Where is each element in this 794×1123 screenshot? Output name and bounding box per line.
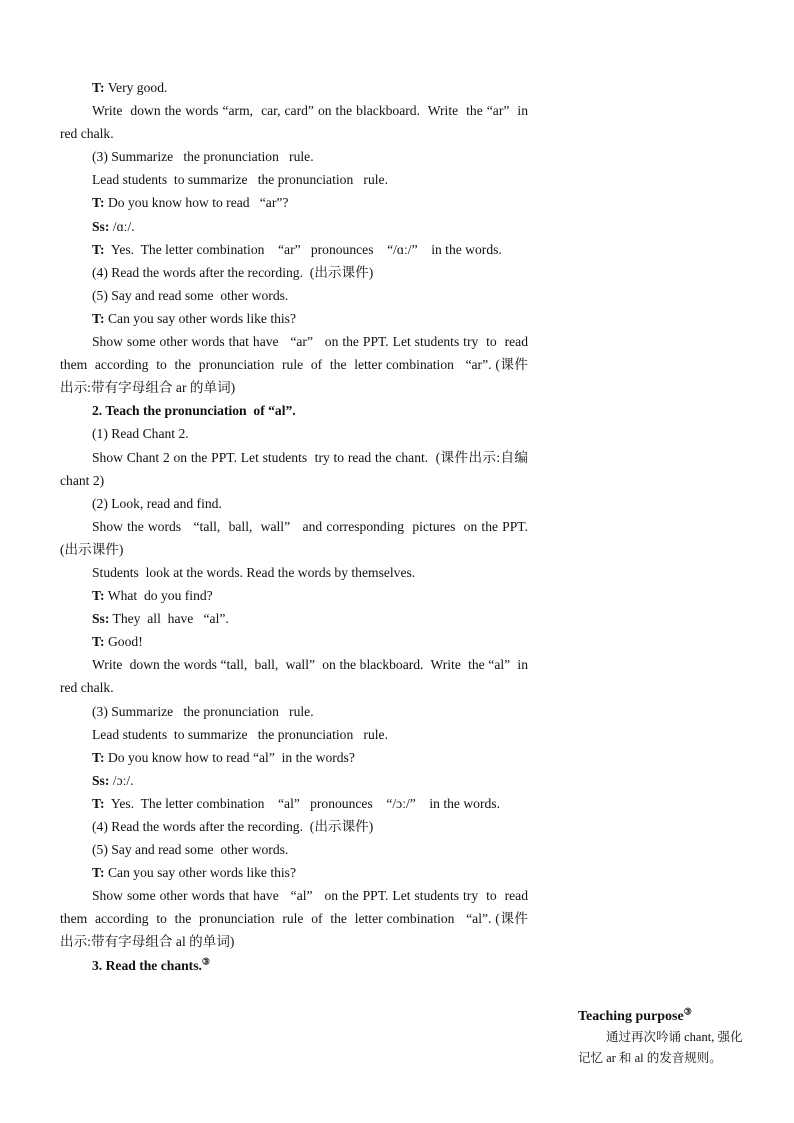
lesson-body (60, 76, 535, 977)
speaker-label: T: (92, 80, 105, 95)
speaker-label: Ss: (92, 611, 110, 627)
step-heading: (1) Read Chant 2. (92, 426, 189, 442)
dialogue-text: /ɑː/. (109, 218, 135, 234)
dialogue-text: Good! (104, 634, 143, 650)
speaker-label: Ss: (92, 218, 110, 234)
dialogue-line (60, 746, 528, 769)
dialogue-text: Yes. The letter combination “al” pronounces “/ɔː/” in the words. (104, 795, 500, 811)
section-heading-text: 3. Read the chants. (92, 957, 202, 973)
speaker-label: T: (92, 195, 105, 211)
dialogue-text: Yes. The letter combination “ar” pronounces “/ɑː/” in the words. (104, 241, 502, 257)
dialogue-line (60, 630, 528, 653)
speaker-label: T: (92, 241, 105, 257)
instruction-text: Write down the words “tall, ball, wall” on the blackboard. Write the “al” in red chalk. (60, 657, 535, 696)
dialogue-line (60, 238, 528, 261)
section-heading: 2. Teach the pronunciation of “al”. (92, 403, 296, 419)
teaching-purpose-title (578, 1006, 750, 1027)
step-heading: (4) Read the words after the recording. (出示课件) (92, 819, 374, 834)
speaker-label: T: (92, 588, 105, 604)
speaker-label: T: (92, 795, 105, 811)
speaker-label: Ss: (92, 772, 110, 788)
dialogue-text: They all have “al”. (109, 611, 229, 627)
instruction-text: Show some other words that have “al” on the PPT. Let students try to read them according to the pronunciation rule of the letter combination “al”. (课件出示:带有字母组合 al 的单词) (60, 888, 535, 950)
step-heading: (4) Read the words after the recording. (出示课件) (92, 264, 374, 280)
dialogue-line (60, 769, 528, 792)
teaching-purpose-text: 通过再次吟诵 chant, 强化记忆 ar 和 al 的发音规则。 (578, 1030, 743, 1065)
dialogue-text: Can you say other words like this? (104, 310, 297, 326)
dialogue-text: What do you find? (104, 588, 213, 604)
instruction-text: Lead students to summarize the pronunciation rule. (92, 172, 388, 188)
dialogue-line (60, 76, 528, 99)
dialogue-text: Do you know how to read “al” in the words? (104, 749, 355, 765)
step-heading: (3) Summarize the pronunciation rule. (92, 149, 314, 165)
speaker-label: T: (92, 865, 105, 881)
footnote-marker: ③ (683, 1006, 692, 1017)
step-heading: (2) Look, read and find. (92, 495, 222, 511)
dialogue-text: /ɔː/. (109, 772, 134, 788)
teaching-purpose-title-text: Teaching purpose (578, 1009, 684, 1024)
dialogue-line (60, 861, 528, 884)
step-heading: (5) Say and read some other words. (92, 842, 289, 858)
section-heading (60, 954, 528, 977)
speaker-label: T: (92, 310, 105, 326)
dialogue-line (60, 191, 528, 214)
step-heading: (5) Say and read some other words. (92, 287, 289, 303)
teaching-purpose-note (578, 1006, 750, 1069)
dialogue-line (60, 215, 528, 238)
dialogue-line (60, 607, 528, 630)
instruction-text: Lead students to summarize the pronunciation rule. (92, 726, 388, 742)
dialogue-text: Very good. (104, 80, 168, 95)
instruction-text: Show Chant 2 on the PPT. Let students try to read the chant. (课件出示:自编 chant 2) (60, 449, 532, 488)
instruction-text: Show some other words that have “ar” on the PPT. Let students try to read them according to the pronunciation rule of the letter combination “ar”. (课件出示:带有字母组合 ar 的单词) (60, 334, 535, 396)
speaker-label: T: (92, 749, 105, 765)
footnote-marker: ③ (201, 956, 210, 967)
dialogue-line (60, 307, 528, 330)
instruction-text: Students look at the words. Read the words by themselves. (92, 564, 416, 580)
instruction-text: Show the words “tall, ball, wall” and corresponding pictures on the PPT. (出示课件) (60, 518, 532, 557)
speaker-label: T: (92, 634, 105, 650)
dialogue-line (60, 792, 528, 815)
dialogue-text: Do you know how to read “ar”? (104, 195, 289, 211)
instruction-text: Write down the words “arm, car, card” on the blackboard. Write the “ar” in red chalk. (60, 103, 535, 142)
dialogue-text: Can you say other words like this? (104, 865, 297, 881)
step-heading: (3) Summarize the pronunciation rule. (92, 703, 314, 719)
dialogue-line (60, 584, 528, 607)
